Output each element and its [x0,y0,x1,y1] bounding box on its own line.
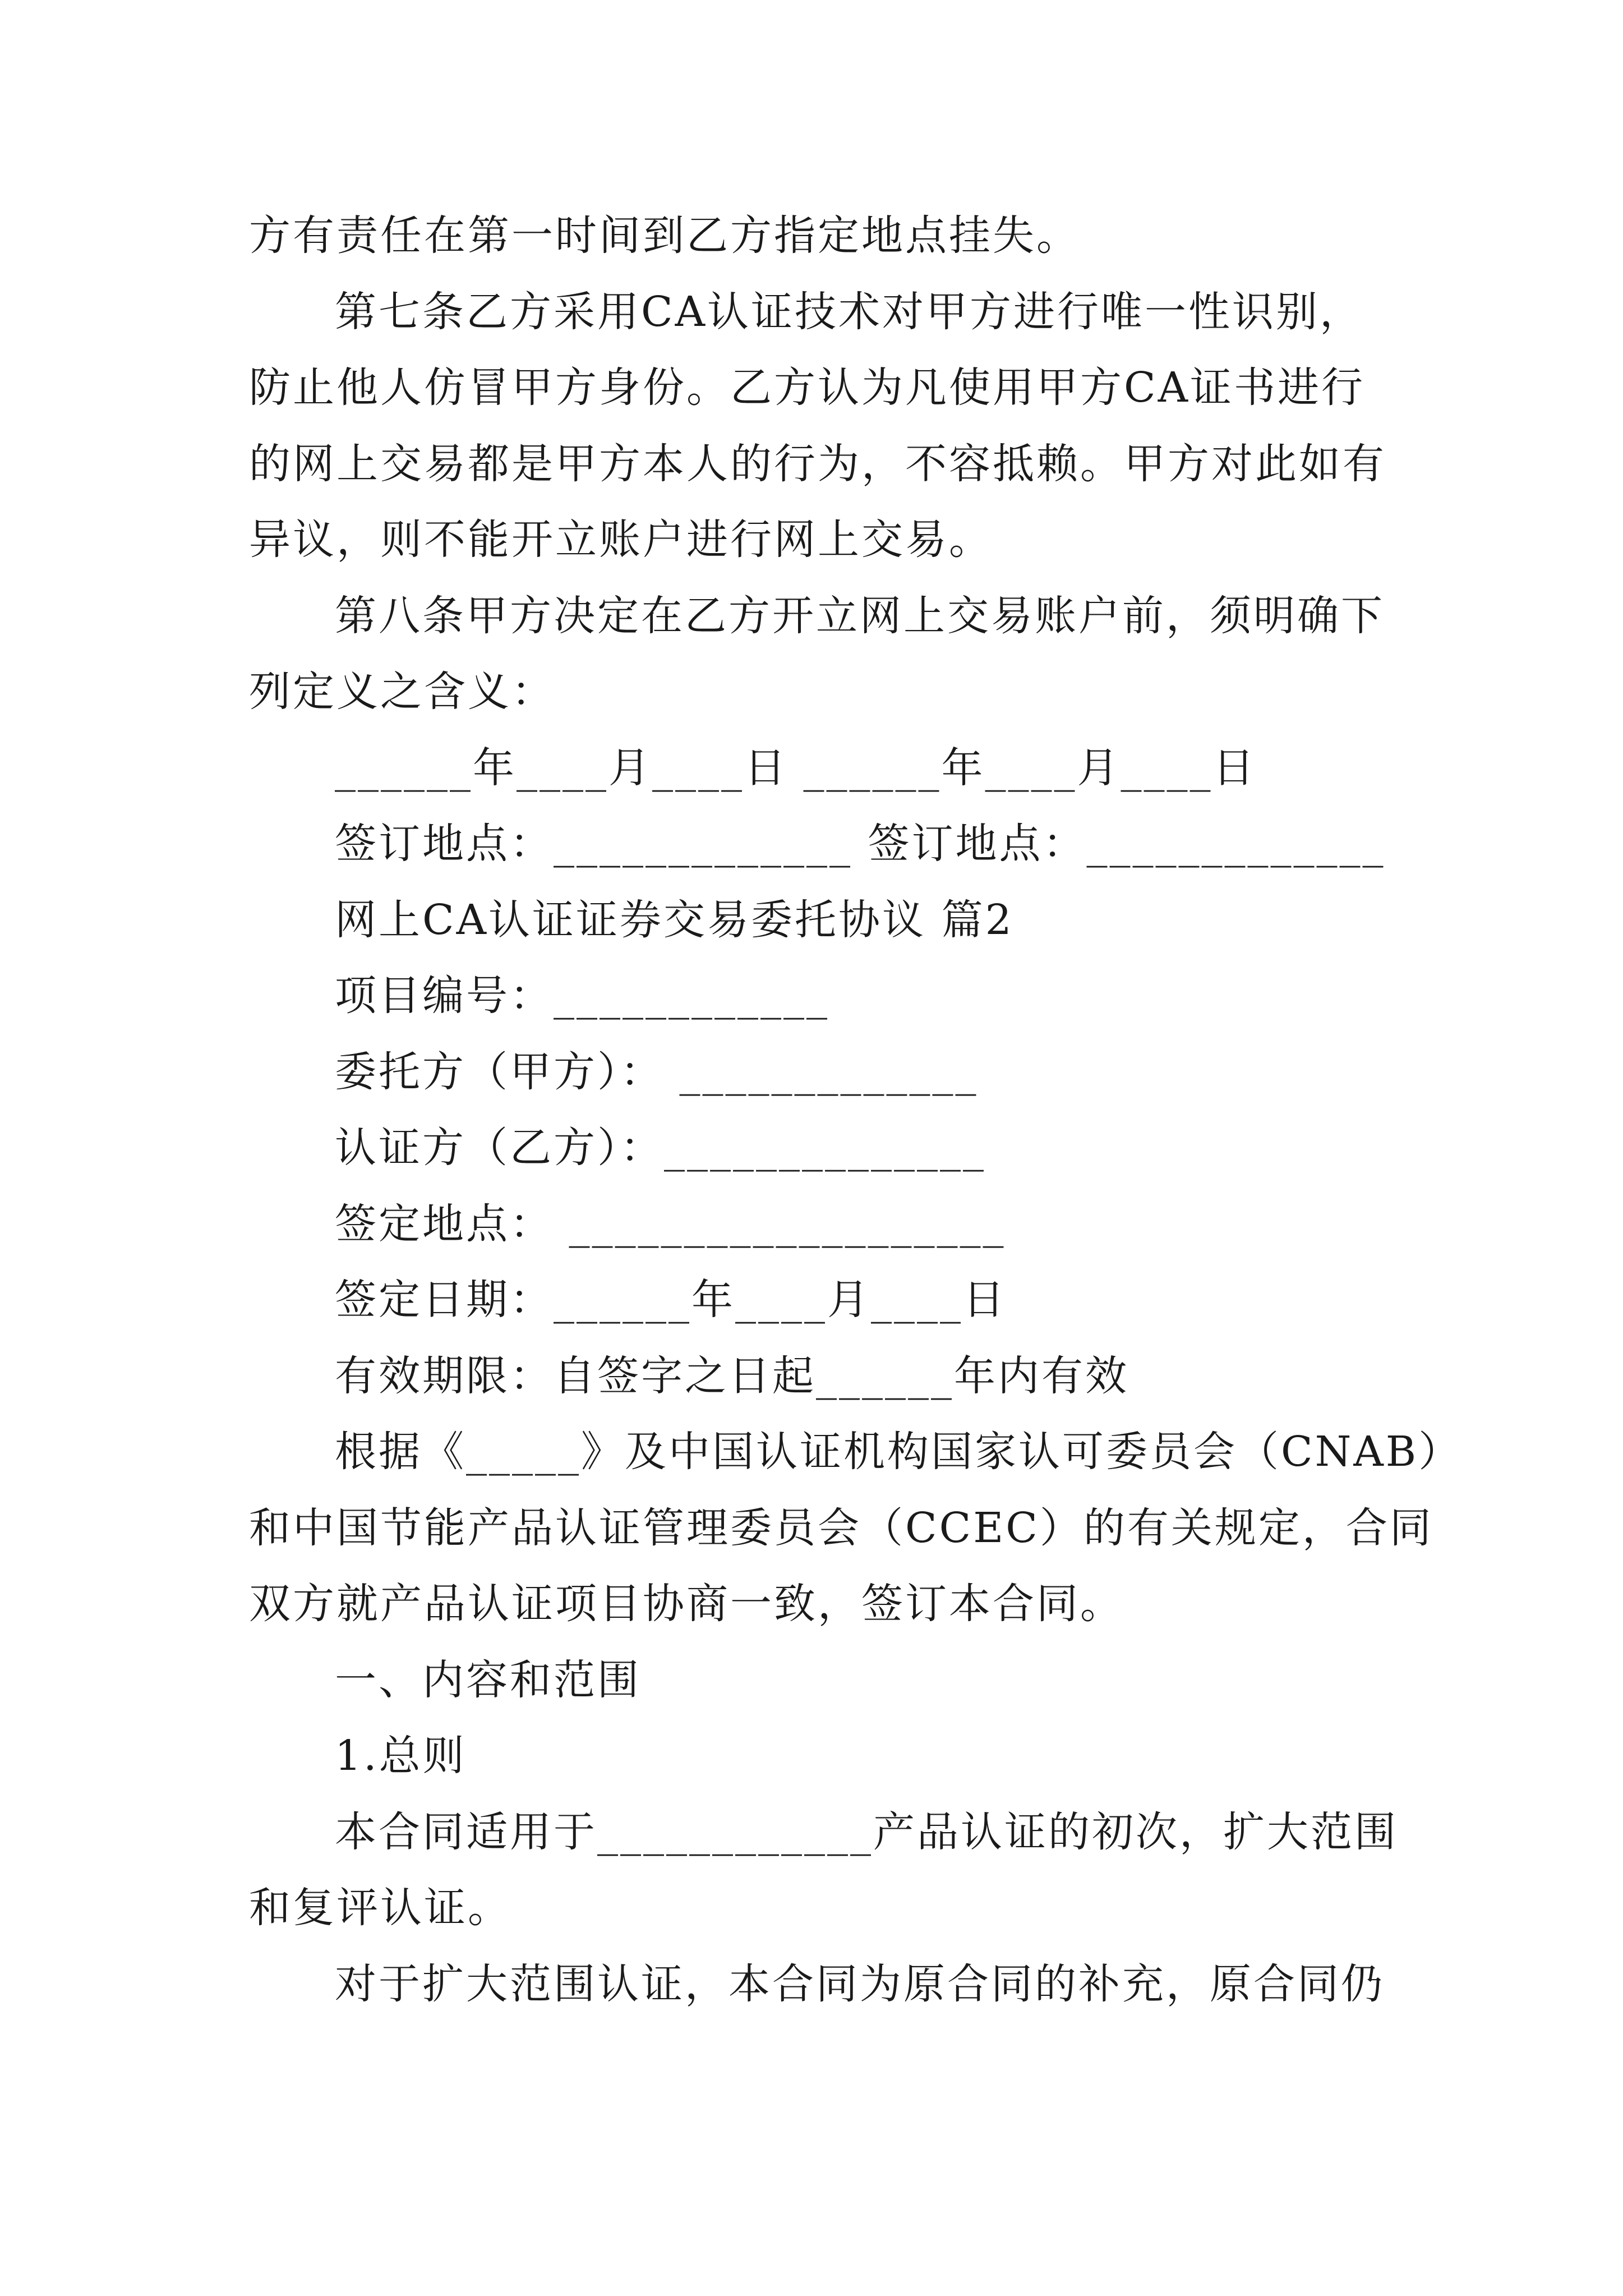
form-field-line: 签定日期：______年____月____日 [335,1276,1007,1324]
heading-line: 一、内容和范围 [335,1656,641,1704]
text-line: 防止他人仿冒甲方身份。乙方认为凡使用甲方CA证书进行 [249,364,1366,412]
section-title: 网上CA认证证券交易委托协议 篇2 [335,896,1014,944]
text-line: 对于扩大范围认证，本合同为原合同的补充，原合同仍 [335,1960,1385,2008]
text-line: 和复评认证。 [249,1884,511,1932]
text-line: 本合同适用于____________产品认证的初次，扩大范围 [335,1808,1398,1856]
text-line: 列定义之含义： [249,668,555,716]
form-field-line: 委托方（甲方）： _____________ [335,1048,979,1096]
text-line: 第八条甲方决定在乙方开立网上交易账户前，须明确下 [335,592,1385,640]
form-field-line: 认证方（乙方）：______________ [335,1124,986,1172]
text-line: 根据《_____》及中国认证机构国家认可委员会（CNAB） [335,1428,1463,1476]
form-field-line: 签定地点： ___________________ [335,1200,1006,1248]
text-line: 第七条乙方采用CA认证技术对甲方进行唯一性识别， [335,288,1364,336]
text-line: 方有责任在第一时间到乙方指定地点挂失。 [249,211,1080,260]
heading-line: 1.总则 [335,1732,467,1780]
text-line: 和中国节能产品认证管理委员会（CCEC）的有关规定，合同 [249,1504,1433,1552]
form-field-line: 有效期限：自签字之日起______年内有效 [335,1352,1129,1400]
sign-place-line: 签订地点：_____________ 签订地点：_____________ [335,820,1386,868]
text-line: 的网上交易都是甲方本人的行为，不容抵赖。甲方对此如有 [249,440,1386,488]
date-blanks-line: ______年____月____日 ______年____月____日 [335,744,1257,792]
text-line: 双方就产品认证项目协商一致，签订本合同。 [249,1580,1124,1628]
text-line: 异议，则不能开立账户进行网上交易。 [249,516,993,564]
form-field-line: 项目编号：____________ [335,972,829,1020]
